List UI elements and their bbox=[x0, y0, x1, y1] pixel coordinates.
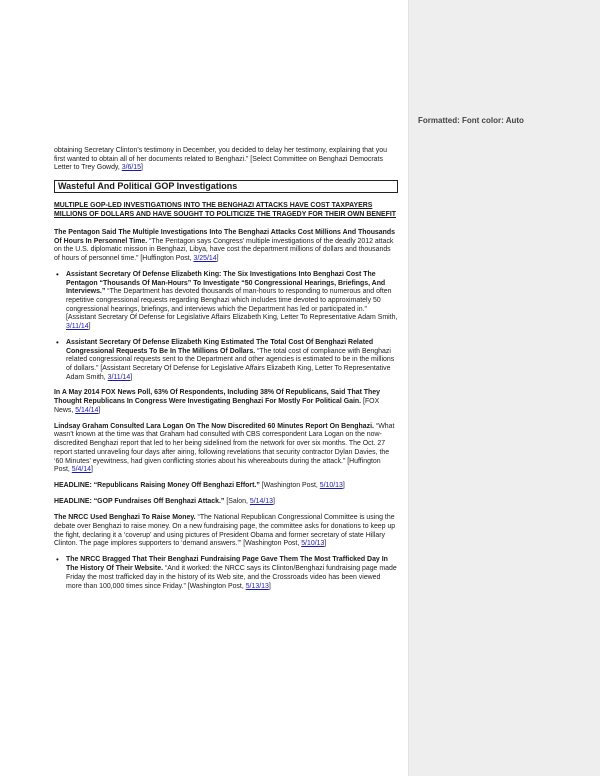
source-link[interactable]: 3/11/14 bbox=[107, 373, 131, 381]
bullet-list bbox=[54, 556, 398, 591]
bullet-item: • The NRCC Bragged That Their Benghazi Fundraising Page Gave Them The Most Trafficked Day In The History Of Their Website. “And it worked: the NRCC says its Clinton/Benghazi fundraising page made Friday the most trafficked day in the history of its Web site, and the Crossroads video has been viewed more than 100,000 times since Friday.” [Washington Post, 5/13/13] bbox=[66, 556, 398, 591]
formatting-comment: Formatted: Font color: Auto bbox=[418, 116, 524, 125]
document-body bbox=[54, 147, 398, 598]
source-link[interactable]: 5/14/13 bbox=[249, 498, 274, 506]
source-link[interactable]: 3/25/14 bbox=[193, 254, 217, 262]
source-link[interactable]: 3/11/14 bbox=[66, 323, 89, 331]
paragraph-nrcc: The NRCC Used Benghazi To Raise Money. “The National Republican Congressional Committee is using the debate over Benghazi to raise money. On a new fundraising page, the committee asks for donations to keep up the fight, declaring it a ‘coverup’ and using pictures of President Obama and former secretary of state Hillary Clinton. The page implores supporters to ‘demand answers.’” [Washington Post, 5/10/13] bbox=[54, 514, 396, 548]
section-heading: Wasteful And Political GOP Investigations bbox=[54, 180, 398, 193]
paragraph-graham: Lindsay Graham Consulted Lara Logan On The Now Discredited 60 Minutes Report On Benghazi. “What wasn’t known at the time was that Graham had consulted with CBS correspondent Lara Logan on the now-discredited Benghazi report that led to her being sidelined from the network for over six months. The Oct. 27 report started unraveling four days after airing, following revelations that security contractor Dylan Davies, the ‘60 Minutes’ eyewitness, had given conflicting stories about his whereabouts during the attack.” [Huffington Post, 5/4/14] bbox=[54, 422, 395, 474]
headline-1: HEADLINE: “Republicans Raising Money Off Benghazi Effort.” [Washington Post, 5/10/13] bbox=[54, 482, 345, 490]
source-link[interactable]: 5/13/13 bbox=[245, 582, 269, 590]
source-link[interactable]: 5/10/13 bbox=[319, 482, 343, 490]
paragraph-fox-poll: In A May 2014 FOX News Poll, 63% Of Respondents, Including 38% Of Republicans, Said That They Thought Republicans In Congress Were Investigating Benghazi For Mostly For Political Gain. [FOX News, 5/14/14] bbox=[54, 389, 381, 414]
source-link[interactable]: 5/10/13 bbox=[301, 540, 325, 548]
bullet-item: • Assistant Secretary Of Defense Elizabeth King: The Six Investigations Into Benghazi Cost The Pentagon “Thousands Of Man-Hours” To Investigate “50 Congressional Hearings, Briefings, And Interviews.” “The Department has devoted thousands of man-hours to responding to numerous and often repetitive congressional requests regarding Benghazi which includes time devoted to approximately 50 congressional hearings, briefings, and interviews which the Department has led or participated in.” [Assistant Secretary Of Defense for Legislative Affairs Elizabeth King, Letter To Representative Adam Smith, 3/11/14] bbox=[66, 271, 398, 332]
headline-2: HEADLINE: “GOP Fundraises Off Benghazi Attack.” [Salon, 5/14/13] bbox=[54, 498, 275, 506]
bullet-list bbox=[54, 271, 398, 382]
bullet-item: • Assistant Secretary Of Defense Elizabeth King Estimated The Total Cost Of Benghazi Related Congressional Requests To Be In The Millions Of Dollars. “The total cost of compliance with Benghazi related congressional requests sent to the Department and other agencies is estimated to be in the millions of dollars.” [Assistant Secretary Of Defense for Legislative Affairs Elizabeth King, Letter To Representative Adam Smith, 3/11/14] bbox=[66, 339, 398, 383]
paragraph-pentagon: The Pentagon Said The Multiple Investigations Into The Benghazi Attacks Cost Millions And Thousands Of Hours In Personnel Time. “The Pentagon says Congress' multiple investigations of the deadly 2012 attack on the U.S. diplomatic mission in Benghazi, Libya, have cost the department millions of dollars and thousands of hours of personnel time.” [Huffington Post, 3/25/14] bbox=[54, 228, 395, 262]
source-link[interactable]: 5/4/14 bbox=[71, 466, 92, 474]
source-link[interactable]: 5/14/14 bbox=[75, 406, 99, 414]
top-paragraph: obtaining Secretary Clinton’s testimony in December, you decided to delay her testimony, explaining that you first wanted to obtain all of her documents related to Benghazi.” [Select Committee on Benghazi Democrats Letter to Trey Gowdy, 3/6/15] bbox=[54, 147, 387, 172]
intro-heading: MULTIPLE GOP-LED INVESTIGATIONS INTO THE BENGHAZI ATTACKS HAVE COST TAXPAYERS MILLIONS OF DOLLARS AND HAVE SOUGHT TO POLITICIZE THE TRAGEDY FOR THEIR OWN BENEFIT bbox=[54, 202, 396, 219]
source-link[interactable]: 3/6/15 bbox=[121, 164, 142, 172]
